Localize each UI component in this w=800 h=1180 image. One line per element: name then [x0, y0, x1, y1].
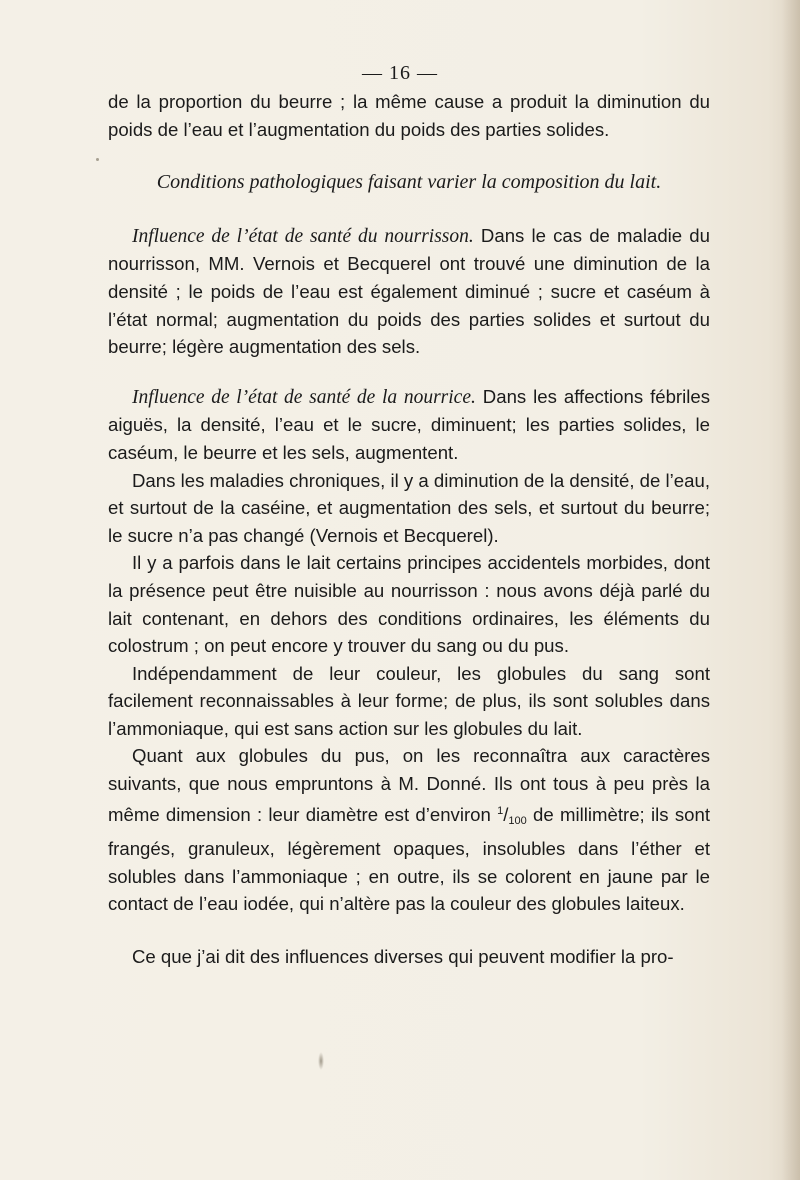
- section-heading: Conditions pathologiques faisant varier la composition du lait.: [156, 171, 662, 194]
- paragraph-globules-pus-part-a: Quant aux globules du pus, on les reconnaîtra aux caractères suivants, que nous empruntons à M. Donné. Ils ont tous à peu près la même dimension : leur diamètre est d’environ: [108, 745, 710, 825]
- paper-speck: [96, 158, 99, 161]
- paragraph-title-nourrice: Influence de l’état de santé de la nourrice.: [132, 386, 476, 408]
- ink-smudge: [318, 1052, 324, 1070]
- paragraph-nourrisson: [108, 222, 710, 361]
- paragraph-principes-morbides: Il y a parfois dans le lait certains principes accidentels morbides, dont la présence peut être nuisible au nourrisson : nous avons déjà parlé du lait contenant, en dehors des conditions ordinaires, les éléments du colostrum ; on peut encore y trouver du sang ou du pus.: [108, 552, 710, 657]
- page-number: — 16 —: [362, 62, 438, 84]
- paragraph-maladies-chroniques: Dans les maladies chroniques, il y a diminution de la densité, de l’eau, et surtout de la caséine, et augmentation des sels, et surtout du beurre; le sucre n’a pas changé (Vernois et Becquerel).: [108, 469, 710, 546]
- paragraph-globules-pus-part-b: de millimètre; ils sont frangés, granuleux, légèrement opaques, insolubles dans l’éther et solubles dans l’ammoniaque ; en outre, ils se colorent en jaune par le contact de l’eau iodée, qui n’altère pas la couleur des globules laiteux.: [108, 803, 710, 915]
- paragraph-globules-pus: [108, 742, 710, 918]
- paragraph-title-nourrisson: Influence de l’état de santé du nourrisson.: [132, 225, 474, 247]
- paragraph-final: Ce que j’ai dit des influences diverses qui peuvent modifier la pro-: [132, 946, 674, 968]
- paragraph-body-nourrisson: Dans le cas de maladie du nourrisson, MM. Vernois et Becquerel ont trouvé une diminution de la densité ; le poids de l’eau est également diminué ; sucre et caséum à l’état normal; augmentation du poids des parties solides et surtout du beurre; légère augmentation des sels.: [108, 224, 710, 358]
- paragraph-continuation: de la proportion du beurre ; la même cause a produit la diminution du poids de l’eau et l’augmentation du poids des parties solides.: [108, 91, 710, 140]
- fraction-numerator: 1: [497, 804, 504, 817]
- page-edge-shadow: [782, 0, 800, 1180]
- paragraph-globules-sang: Indépendamment de leur couleur, les globules du sang sont facilement reconnaissables à leur forme; de plus, ils sont solubles dans l’ammoniaque, qui est sans action sur les globules du lait.: [108, 662, 710, 739]
- fraction: $^1/_{100}$: [497, 803, 527, 827]
- fraction-denominator: 100: [508, 814, 527, 827]
- paragraph-body-nourrice: Dans les affections fébriles aiguës, la densité, l’eau et le sucre, diminuent; les parties solides, le caséum, le beurre et les sels, augmentent.: [108, 385, 711, 463]
- paragraph-nourrice: [108, 383, 710, 467]
- page-body: [108, 88, 710, 971]
